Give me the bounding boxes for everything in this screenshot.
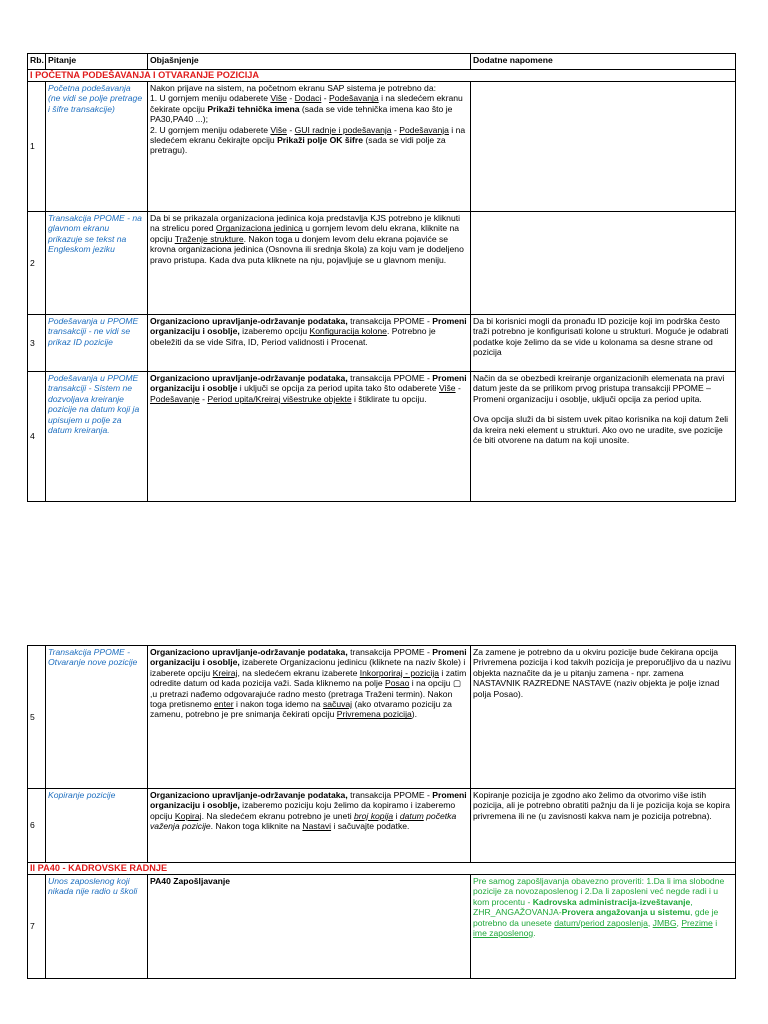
table-row bbox=[28, 212, 736, 315]
note-cell bbox=[471, 212, 736, 315]
row-number: 6 bbox=[28, 789, 46, 863]
table-row bbox=[28, 82, 736, 212]
question-cell: Transakcija PPOME - Otvaranje nove pozicije bbox=[46, 646, 148, 789]
section-title: II PA40 - KADROVSKE RADNJE bbox=[28, 863, 736, 875]
table-row bbox=[28, 646, 736, 789]
header-pitanje: Pitanje bbox=[46, 54, 148, 70]
header-objasnjenje: Objašnjenje bbox=[148, 54, 471, 70]
explanation-cell: PA40 Zapošljavanje bbox=[148, 875, 471, 979]
faq-table-part-2 bbox=[27, 645, 736, 979]
table-row bbox=[28, 875, 736, 979]
row-number: 3 bbox=[28, 315, 46, 372]
explanation-cell: Nakon prijave na sistem, na početnom ekranu SAP sistema je potrebno da: 1. U gornjem meniju odaberete Više - Dodaci - Podešavanja i na sledećem ekranu čekirate opciju Prikaži tehnička imena (sada se vide tehnička imena kao što je PA30,PA40 ...); 2. U gornjem meniju odaberete Više - GUI radnje i podešavanja - Podešavanja i na sledećem ekranu čekirajte opciju Prikaži polje OK šifre (sada se vidi polje za pretragu). bbox=[148, 82, 471, 212]
section-row-2 bbox=[28, 863, 736, 875]
header-row bbox=[28, 54, 736, 70]
question-cell: Kopiranje pozicije bbox=[46, 789, 148, 863]
faq-table-part-1 bbox=[27, 53, 736, 502]
header-napomene: Dodatne napomene bbox=[471, 54, 736, 70]
row-number: 4 bbox=[28, 372, 46, 502]
question-cell: Početna podešavanja (ne vidi se polje pretrage i šifre transakcije) bbox=[46, 82, 148, 212]
table-row bbox=[28, 789, 736, 863]
question-cell: Transakcija PPOME - na glavnom ekranu prikazuje se tekst na Engleskom jeziku bbox=[46, 212, 148, 315]
explanation-cell: Da bi se prikazala organizaciona jedinica koja predstavlja KJS potrebno je kliknuti na strelicu pored Organizaciona jedinica u gornjem levom delu ekrana, kliknite na opciju Traženje strukture. Nakon toga u donjem levom delu ekrana pojaviće se krovna organizaciona jedinica (Osnovna ili srednja škola) za koju vam je dodeljeno pravo pristupa. Kada dva puta kliknete na nju, pojavljuje se u glavnom meniju. bbox=[148, 212, 471, 315]
row-number: 2 bbox=[28, 212, 46, 315]
note-cell: Za zamene je potrebno da u okviru pozicije bude čekirana opcija Privremena pozicija i kod takvih pozicija je preporučljivo da u nazivu objekta naznačite da je u pitanju zamena - npr. zamena NASTAVNIK RAZREDNE NASTAVE (naziv objekta je polje iznad polja Posao). bbox=[471, 646, 736, 789]
note-cell: Kopiranje pozicija je zgodno ako želimo da otvorimo više istih pozicija, ali je potrebno obratiti pažnju da li je pozicija koja se kopira privremena ili ne (u zavisnosti kakva nam je pozicija potrebna). bbox=[471, 789, 736, 863]
question-cell: Podešavanja u PPOME transakciji - Sistem ne dozvoljava kreiranje pozicije na datum koji ja upisujem u polje za datum kreiranja. bbox=[46, 372, 148, 502]
note-cell: Pre samog zapošljavanja obavezno proveriti: 1.Da li ima slobodne pozicije za novozaposlenog i 2.Da li zaposleni već negde radi i u kom procentu - Kadrovska administracija-izveštavanje, ZHR_ANGAŽOVANJA-Provera angažovanja u sistemu, gde je potrebno da unesete datum/period zaposlenja, JMBG, Prezime i ime zaposlenog. bbox=[471, 875, 736, 979]
table-row bbox=[28, 372, 736, 502]
row-number: 1 bbox=[28, 82, 46, 212]
header-rb: Rb. bbox=[28, 54, 46, 70]
note-cell: Da bi korisnici mogli da pronađu ID pozicije koji im podrška često traži potrebno je konfigurisati kolone u strukturi. Moguće je odabrati podatke koje želimo da se vide u kolonama sa desne strane od pozicija bbox=[471, 315, 736, 372]
row-number: 7 bbox=[28, 875, 46, 979]
row-number: 5 bbox=[28, 646, 46, 789]
question-cell: Podešavanja u PPOME transakciji - ne vidi se prikaz ID pozicije bbox=[46, 315, 148, 372]
table-row bbox=[28, 315, 736, 372]
section-title: I POČETNA PODEŠAVANJA I OTVARANJE POZICIJA bbox=[28, 70, 736, 82]
note-cell bbox=[471, 82, 736, 212]
explanation-cell: Organizaciono upravljanje-održavanje podataka, transakcija PPOME - Promeni organizaciju i osoblje, izaberete Organizacionu jedinicu (kliknete na naziv škole) i izaberete opciju Kreiraj, na sledećem ekranu izaberete Inkorporiraj - pozicija i zatim odredite datum od kada pozicija važi. Sada kliknemo na polje Posao i na opciju ▢ ,u pretrazi nađemo odgovarajuće radno mesto (pretraga Traženi termin). Nakon toga pretisnemo enter i nakon toga idemo na sačuvaj (ako otvaramo poziciju za zamenu, potrebno je pre snimanja čekirati opciju Privremena pozicija). bbox=[148, 646, 471, 789]
note-cell: Način da se obezbedi kreiranje organizacionih elemenata na pravi datum jeste da se prilikom prvog pristupa transakciji PPOME – Promeni organizaciju i osoblje, uključi opcija za period upita. Ova opcija služi da bi sistem uvek pitao korisnika na koji datum želi da kreira neki element u strukturi. Ako ovo ne uradite, sve pozicije će biti otvorene na datum na koji unosite. bbox=[471, 372, 736, 502]
question-cell: Unos zaposlenog koji nikada nije radio u školi bbox=[46, 875, 148, 979]
explanation-cell: Organizaciono upravljanje-održavanje podataka, transakcija PPOME - Promeni organizaciju i osoblje, izaberemo opciju Konfiguracija kolone. Potrebno je obeležiti da se vide Sifra, ID, Period validnosti i Procenat. bbox=[148, 315, 471, 372]
explanation-cell: Organizaciono upravljanje-održavanje podataka, transakcija PPOME - Promeni organizaciju i osoblje i uključi se opcija za period upita tako što odaberete Više - Podešavanje - Period upita/Kreiraj višestruke objekte i štiklirate tu opciju. bbox=[148, 372, 471, 502]
section-row-1 bbox=[28, 70, 736, 82]
explanation-cell: Organizaciono upravljanje-održavanje podataka, transakcija PPOME - Promeni organizaciju i osoblje, izaberemo poziciju koju želimo da kopiramo i izaberemo opciju Kopiraj. Na sledećem ekranu potrebno je uneti broj kopija i datum početka važenja pozicije. Nakon toga kliknite na Nastavi i sačuvajte podatke. bbox=[148, 789, 471, 863]
